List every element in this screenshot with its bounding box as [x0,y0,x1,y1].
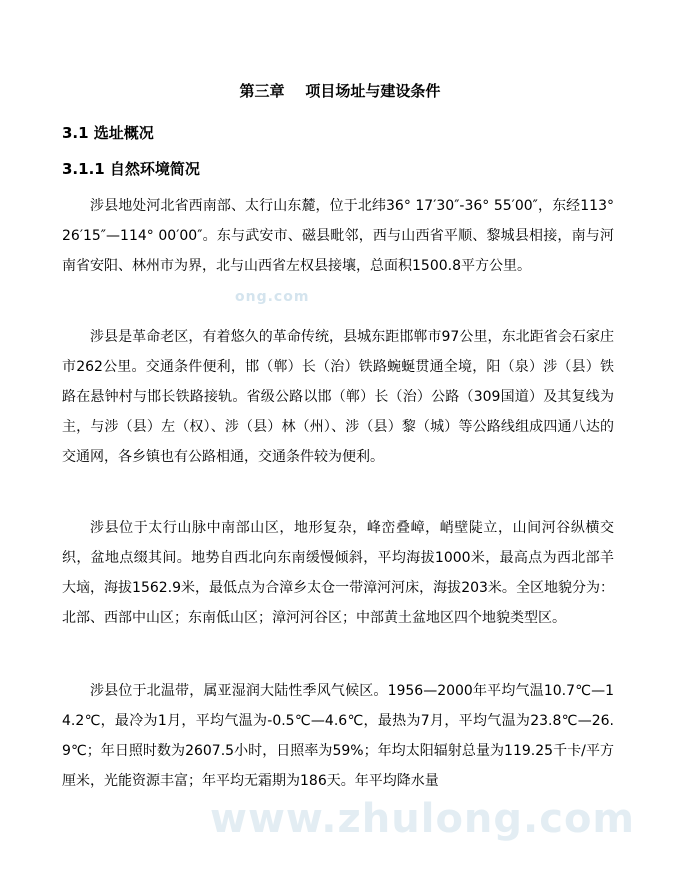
section-heading-3-1: 3.1 选址概况 [62,124,154,142]
section-heading-3-1-1: 3.1.1 自然环境简况 [62,160,200,178]
paragraph-climate: 涉县位于北温带，属亚湿润大陆性季风气候区。1956—2000年平均气温10.7℃—14.2℃，最冷为1月，平均气温为-0.5℃—4.6℃，最热为7月，平均气温为23.8℃—26.9℃；年日照时数为2607.5小时，日照率为59%；年均太阳辐射总量为119.25千卡/平方厘米，光能资源丰富；年平均无霜期为186天。年平均降水量 [62,683,614,789]
paragraph-transportation: 涉县是革命老区，有着悠久的革命传统，县城东距邯郸市97公里，东北距省会石家庄市262公里。交通条件便利，邯（郸）长（治）铁路蜿蜒贯通全境，阳（泉）涉（县）铁路在悬钟村与邯长铁路接轨。省级公路以邯（郸）长（治）公路（309国道）及其复线为主，与涉（县）左（权）、涉（县）林（州）、涉（县）黎（城）等公路线组成四通八达的交通网，各乡镇也有公路相通，交通条件较为便利。 [62,329,614,465]
paragraph-terrain: 涉县位于太行山脉中南部山区，地形复杂，峰峦叠嶂，峭壁陡立，山间河谷纵横交织，盆地点缀其间。地势自西北向东南缓慢倾斜，平均海拔1000米，最高点为西北部羊大垴，海拔1562.9米，最低点为合漳乡太仓一带漳河河床，海拔203米。全区地貌分为：北部、西部中山区；东南低山区；漳河河谷区；中部黄土盆地区四个地貌类型区。 [62,520,614,626]
watermark-large: www.zhulong.com [210,796,636,842]
watermark-small: ong.com [235,289,310,305]
paragraph-location: 涉县地处河北省西南部、太行山东麓，位于北纬36° 17′30″-36° 55′00″，东经113° 26′15″—114° 00′00″。东与武安市、磁县毗邻，西与山西省平顺、黎城县相接，南与河南省安阳、林州市为界，北与山西省左权县接壤，总面积1500.8平方公里。 [62,198,614,274]
chapter-title: 第三章 项目场址与建设条件 [239,82,441,100]
